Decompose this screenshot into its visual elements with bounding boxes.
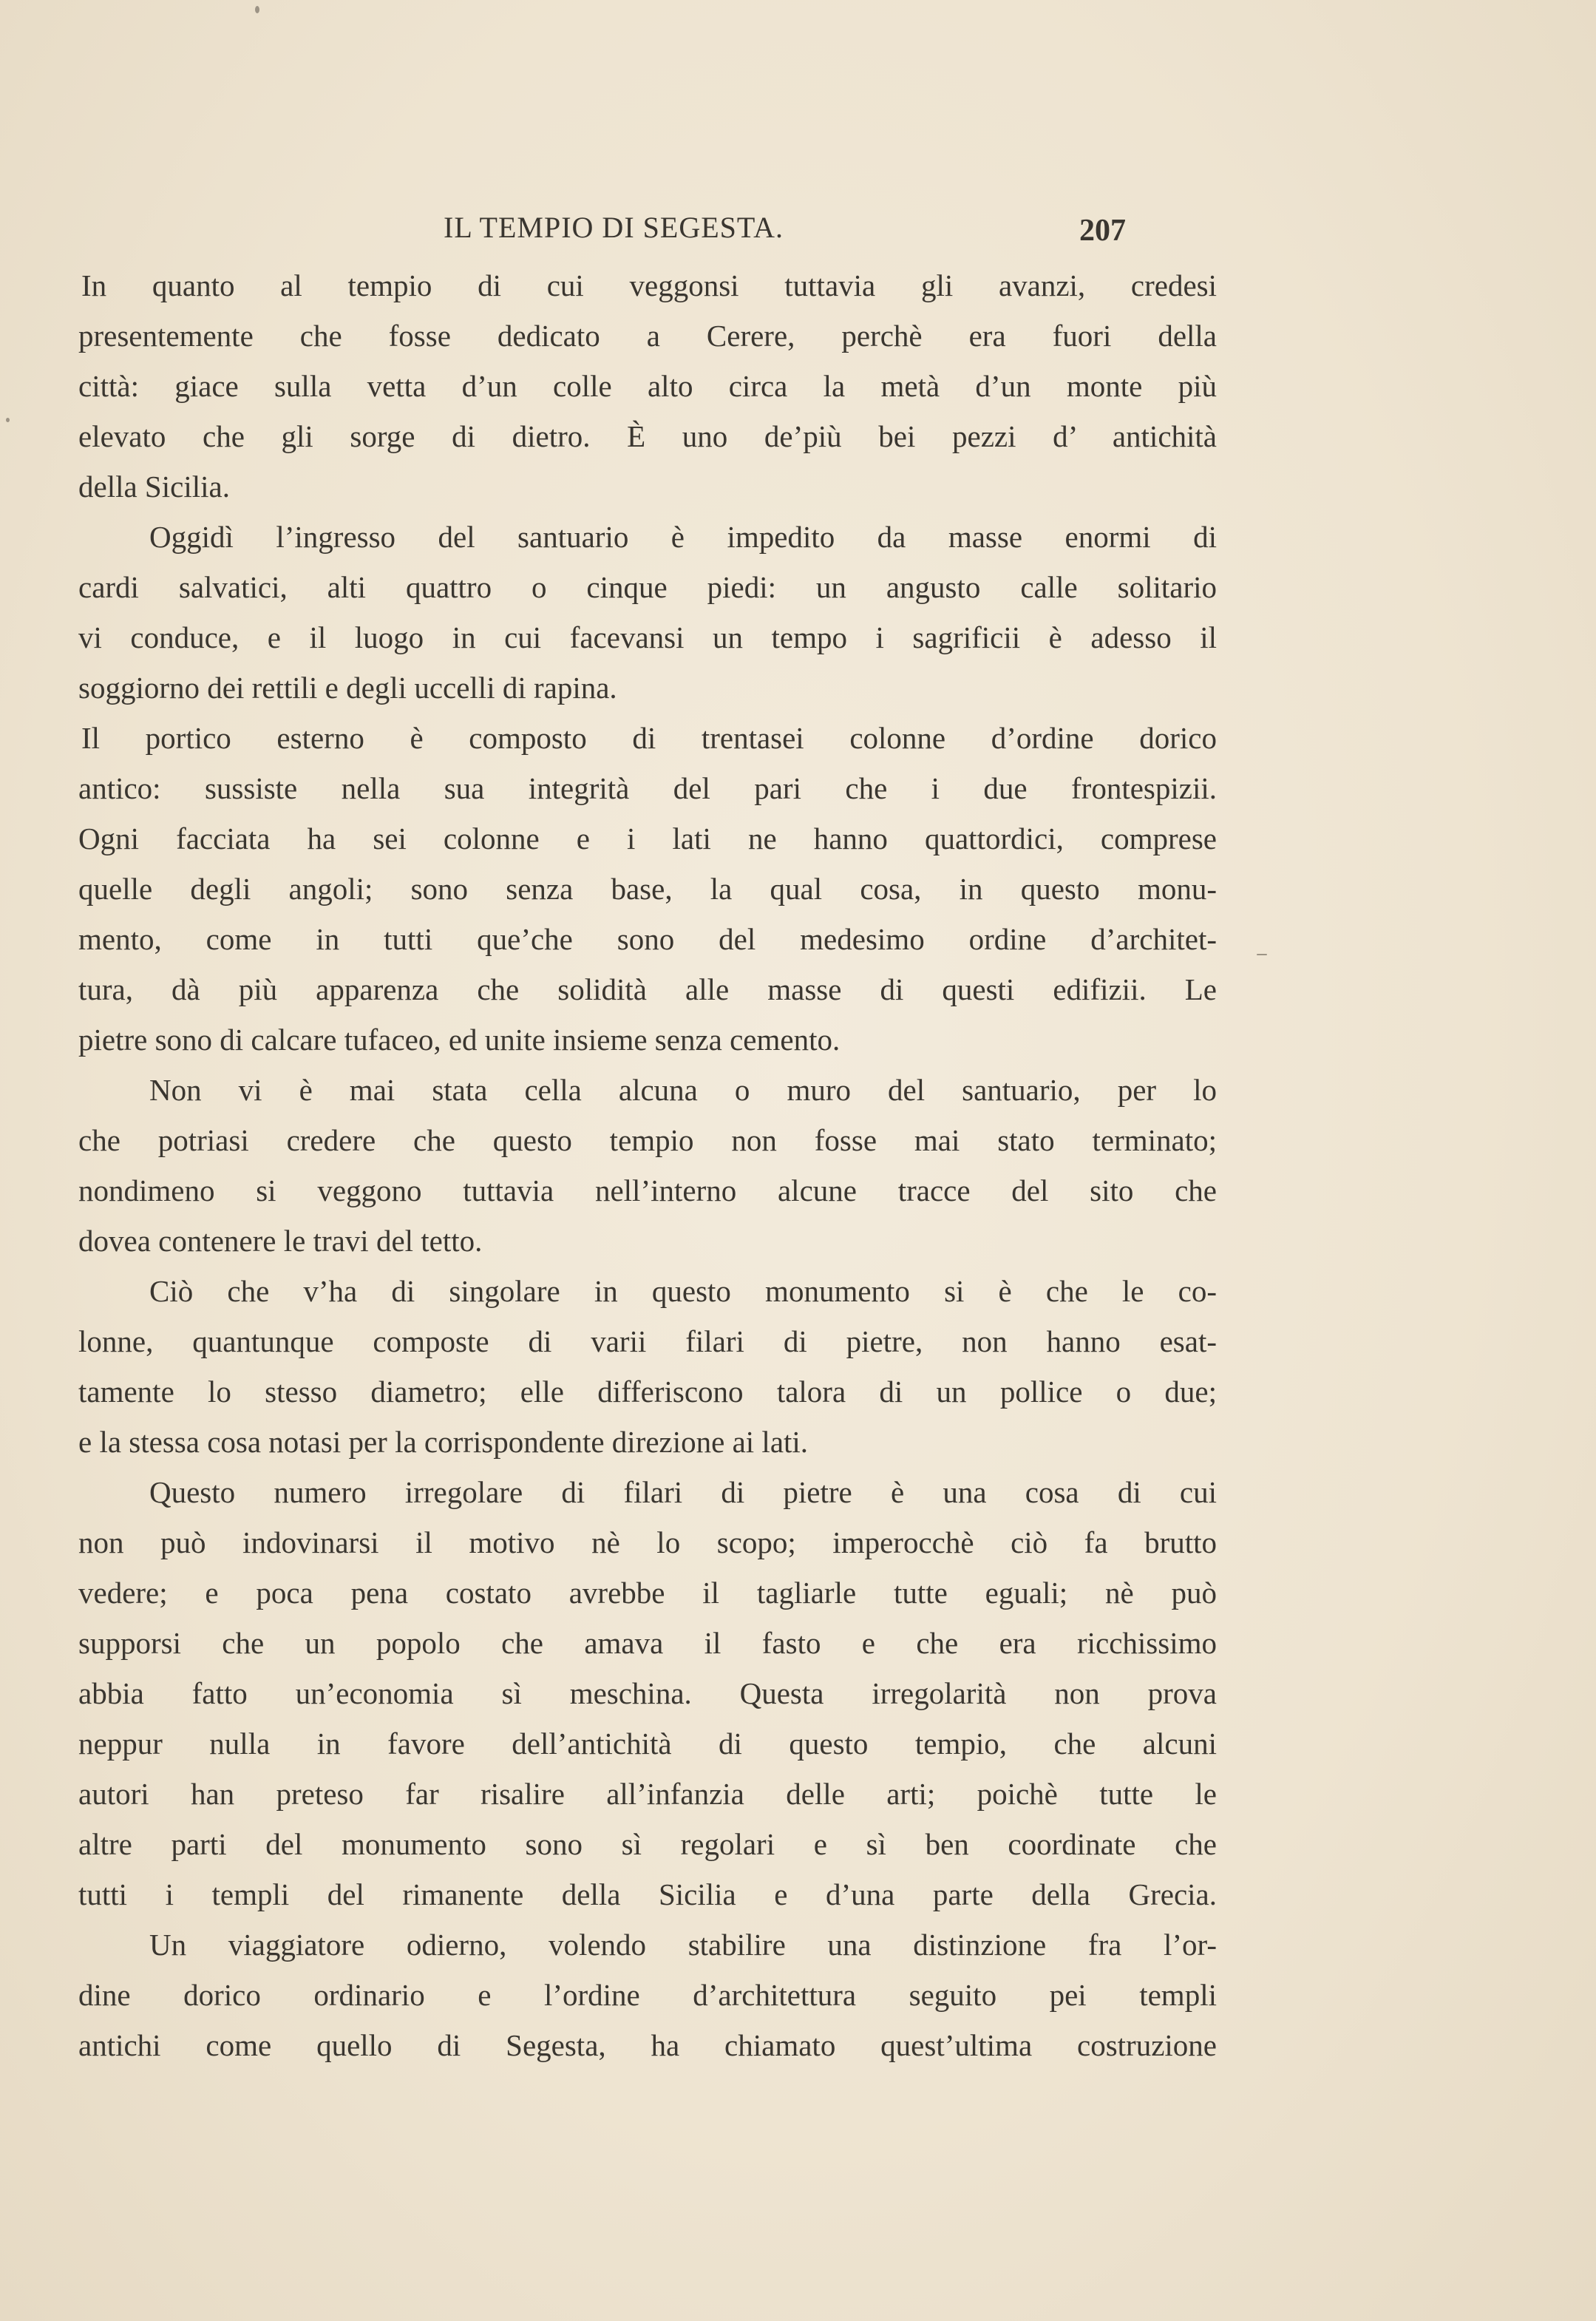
- paper-speck: [255, 6, 259, 13]
- text-line: soggiorno dei rettili e degli uccelli di rapina.: [78, 671, 617, 705]
- text-line: nondimeno si veggono tuttavia nell’interno alcune tracce del sito che: [78, 1173, 1217, 1207]
- paragraph: [78, 1467, 1217, 1920]
- paper-speck: [1257, 954, 1267, 955]
- text-line: elevato che gli sorge di dietro. È uno de’più bei pezzi d’ antichità: [78, 419, 1217, 453]
- body-text: [78, 260, 1217, 2070]
- text-line: Un viaggiatore odierno, volendo stabilire una distinzione fra l’or-: [149, 1928, 1217, 1962]
- paragraph: [78, 1065, 1217, 1266]
- text-line: Ogni facciata ha sei colonne e i lati ne hanno quattordici, comprese: [78, 821, 1217, 855]
- text-line: tutti i templi del rimanente della Sicilia e d’una parte della Grecia.: [78, 1877, 1217, 1911]
- text-line: Ciò che v’ha di singolare in questo monumento si è che le co-: [149, 1274, 1217, 1308]
- text-line: lonne, quantunque composte di varii filari di pietre, non hanno esat-: [78, 1324, 1217, 1358]
- text-line: In quanto al tempio di cui veggonsi tuttavia gli avanzi, credesi: [81, 268, 1217, 302]
- text-line: Oggidì l’ingresso del santuario è impedito da masse enormi di: [149, 520, 1217, 554]
- text-line: supporsi che un popolo che amava il fasto e che era ricchissimo: [78, 1626, 1217, 1660]
- text-line: antichi come quello di Segesta, ha chiamato quest’ultima costruzione: [78, 2028, 1217, 2062]
- text-line: pietre sono di calcare tufaceo, ed unite insieme senza cemento.: [78, 1023, 841, 1057]
- page-number: 207: [1079, 214, 1126, 248]
- paragraph: [78, 1266, 1217, 1467]
- paragraph: [78, 713, 1217, 1065]
- text-line: cardi salvatici, alti quattro o cinque piedi: un angusto calle solitario: [78, 570, 1217, 604]
- text-line: abbia fatto un’economia sì meschina. Questa irregolarità non prova: [78, 1676, 1217, 1710]
- text-line: vi conduce, e il luogo in cui facevansi un tempo i sagrificii è adesso il: [78, 620, 1217, 654]
- text-line: non può indovinarsi il motivo nè lo scopo; imperocchè ciò fa brutto: [78, 1525, 1217, 1559]
- paper-speck: [6, 418, 10, 422]
- text-line: tura, dà più apparenza che solidità alle masse di questi edifizii. Le: [78, 972, 1217, 1006]
- text-line: che potriasi credere che questo tempio non fosse mai stato terminato;: [78, 1123, 1217, 1157]
- paragraph: [78, 512, 1217, 713]
- text-line: quelle degli angoli; sono senza base, la qual cosa, in questo monu-: [78, 872, 1217, 906]
- running-title: IL TEMPIO DI SEGESTA.: [444, 211, 784, 244]
- text-line: dovea contenere le travi del tetto.: [78, 1224, 483, 1258]
- text-line: città: giace sulla vetta d’un colle alto circa la metà d’un monte più: [78, 369, 1217, 403]
- text-line: autori han preteso far risalire all’infanzia delle arti; poichè tutte le: [78, 1777, 1217, 1811]
- text-line: vedere; e poca pena costato avrebbe il tagliarle tutte eguali; nè può: [78, 1576, 1217, 1610]
- text-line: tamente lo stesso diametro; elle differiscono talora di un pollice o due;: [78, 1375, 1217, 1409]
- text-line: altre parti del monumento sono sì regolari e sì ben coordinate che: [78, 1827, 1217, 1861]
- paragraph: [78, 260, 1217, 512]
- text-line: dine dorico ordinario e l’ordine d’architettura seguito pei templi: [78, 1978, 1217, 2012]
- text-line: antico: sussiste nella sua integrità del pari che i due frontespizii.: [78, 771, 1217, 805]
- page-header: [74, 210, 1212, 254]
- text-line: e la stessa cosa notasi per la corrispondente direzione ai lati.: [78, 1425, 809, 1459]
- text-line: neppur nulla in favore dell’antichità di questo tempio, che alcuni: [78, 1727, 1217, 1761]
- text-line: mento, come in tutti que’che sono del medesimo ordine d’architet-: [78, 922, 1217, 956]
- text-line: della Sicilia.: [78, 470, 230, 504]
- text-line: presentemente che fosse dedicato a Cerere, perchè era fuori della: [78, 319, 1217, 353]
- text-line: Il portico esterno è composto di trentasei colonne d’ordine dorico: [81, 721, 1217, 755]
- text-line: Questo numero irregolare di filari di pietre è una cosa di cui: [149, 1475, 1217, 1509]
- text-line: Non vi è mai stata cella alcuna o muro del santuario, per lo: [149, 1073, 1217, 1107]
- paragraph: [78, 1920, 1217, 2070]
